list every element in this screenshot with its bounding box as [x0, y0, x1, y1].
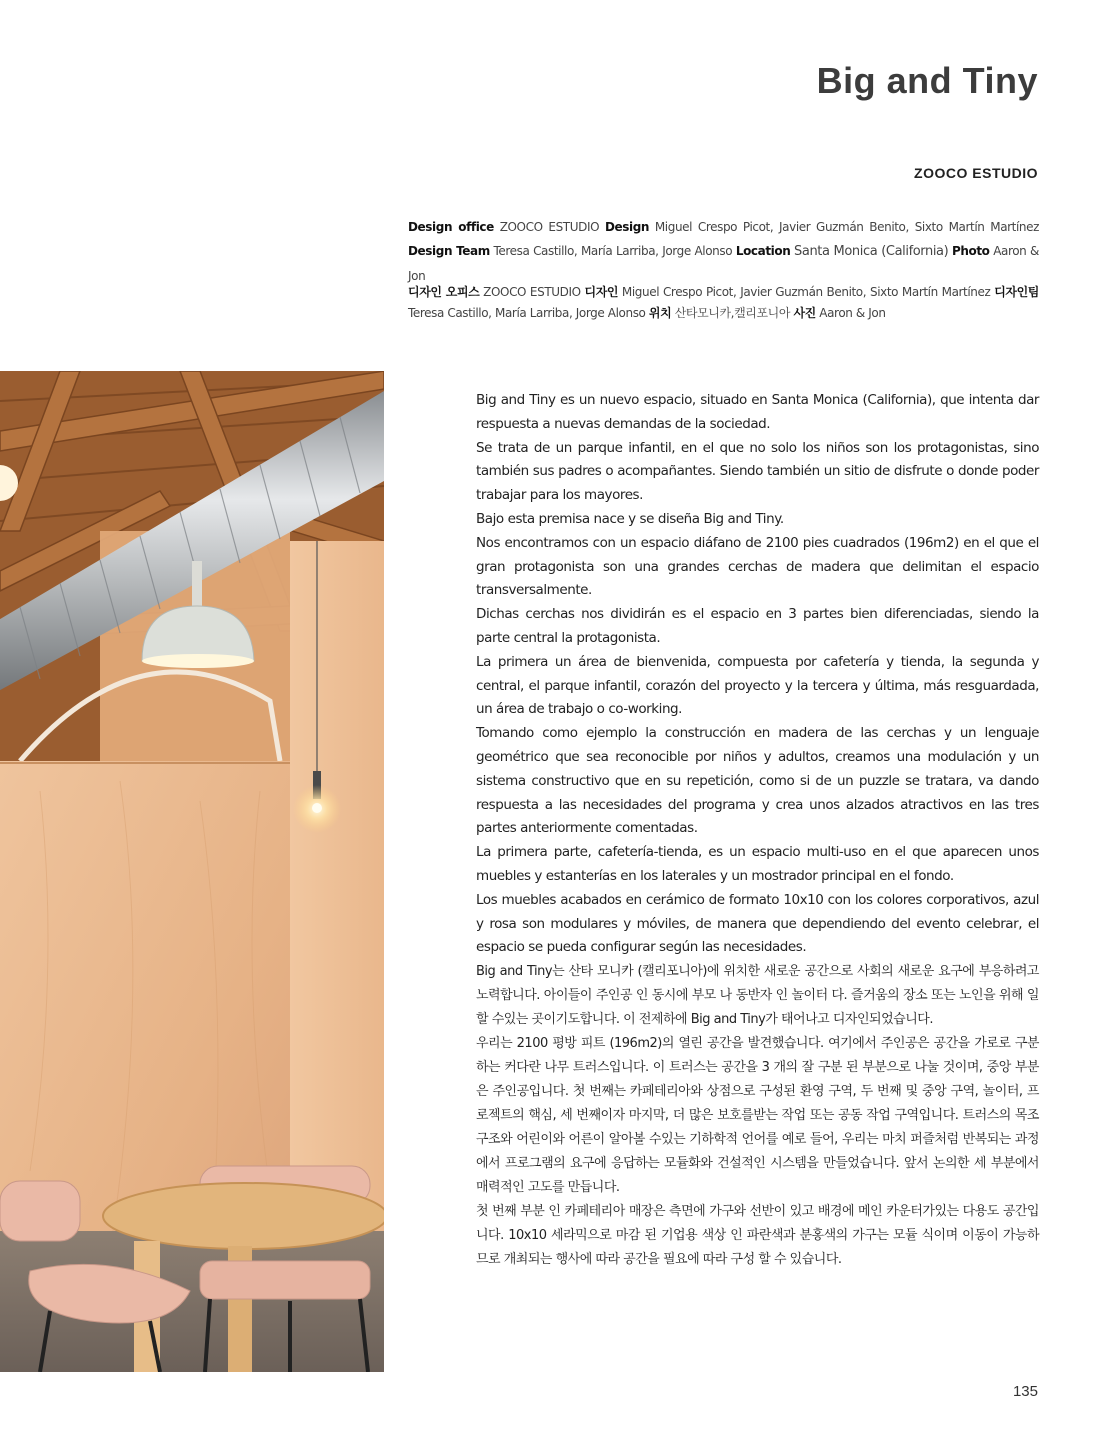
credit-label-design-team: Design Team: [408, 244, 490, 258]
page-number: 135: [1012, 1383, 1038, 1400]
paragraph: Se trata de un parque infantil, en el que no solo los niños son los protagonistas, sino también sus padres o acompañantes. Siendo también un sitio de disfrute o donde poder trabajar para los mayores.: [476, 439, 1039, 504]
paragraph: Dichas cerchas nos dividirán es el espacio en 3 partes bien diferenciadas, siendo la parte central la protagonista.: [476, 606, 1039, 646]
credit-ko-label-design-team: 디자인팀: [994, 285, 1039, 299]
paragraph: La primera parte, cafetería-tienda, es un espacio multi-uso en el que aparecen unos muebles y estanterías en los laterales y un mostrador principal en el fondo.: [476, 844, 1039, 884]
paragraph: La primera un área de bienvenida, compuesta por cafetería y tienda, la segunda y central, el parque infantil, corazón del proyecto y la tercera y última, más resguardada, un área de trabajo o co-working.: [476, 653, 1039, 718]
credit-ko-label-design: 디자인: [584, 285, 619, 299]
credit-ko-design-office: ZOOCO ESTUDIO: [483, 285, 581, 299]
credit-photo: Aaron & Jon: [408, 244, 1039, 283]
credit-ko-photo: Aaron & Jon: [819, 306, 886, 320]
credits-english: [408, 215, 1039, 288]
body-text-spanish: [476, 389, 1039, 960]
credit-label-design-office: Design office: [408, 220, 494, 234]
paragraph: Nos encontramos con un espacio diáfano de 2100 pies cuadrados (196m2) en el que el gran protagonista son una grandes cerchas de madera que delimitan el espacio transversalmente.: [476, 534, 1039, 599]
credit-ko-location: 산타모니카,캘리포니아: [674, 306, 791, 320]
office-name: ZOOCO ESTUDIO: [914, 165, 1038, 181]
credit-label-photo: Photo: [951, 244, 990, 258]
interior-photo: [0, 371, 384, 1372]
credit-label-design: Design: [604, 220, 650, 234]
paragraph: Big and Tiny es un nuevo espacio, situado en Santa Monica (California), que intenta dar respuesta a nuevas demandas de la sociedad.: [476, 392, 1039, 432]
body-text-korean: [476, 960, 1039, 1272]
credit-ko-design-team: Teresa Castillo, María Larriba, Jorge Alonso: [408, 306, 646, 320]
credit-design-team: Teresa Castillo, María Larriba, Jorge Alonso: [493, 244, 733, 258]
paragraph: Bajo esta premisa nace y se diseña Big and Tiny.: [476, 510, 784, 527]
paragraph: Los muebles acabados en cerámico de formato 10x10 con los colores corporativos, azul y rosa son modulares y móviles, de manera que dependiendo del evento celebrar, el espacio se pueda configurar según las necesidades.: [476, 891, 1039, 956]
paragraph: Tomando como ejemplo la construcción en madera de las cerchas y un lenguaje geométrico que sea reconocible por niños y adultos, creamos una modulación y un sistema constructivo que en su repetición, como si de un puzzle se tratara, va dando respuesta a las necesidades del programa y crea unos alzados atractivos en las tres partes anteriormente comentadas.: [476, 725, 1039, 837]
credit-ko-label-photo: 사진: [793, 306, 816, 320]
credit-location: Santa Monica (California): [794, 244, 949, 259]
credits-korean: [408, 282, 1039, 324]
paragraph-ko: 첫 번째 부분 인 카페테리아 매장은 측면에 가구와 선반이 있고 배경에 메인 카운터가있는 다용도 공간입니다. 10x10 세라믹으로 마감 된 기업용 색상 인 파란색과 분홍색의 가구는 모듈 식이며 이동이 가능하므로 개최되는 행사에 따라 공간을 필요에 따라 구성 할 수 있습니다.: [476, 1204, 1039, 1267]
credit-design-office: ZOOCO ESTUDIO: [499, 220, 600, 234]
credit-label-location: Location: [735, 244, 791, 258]
paragraph-ko: 우리는 2100 평방 피트 (196m2)의 열린 공간을 발견했습니다. 여기에서 주인공은 공간을 가로로 구분하는 커다란 나무 트러스입니다. 이 트러스는 공간을 3 개의 잘 구분 된 부분으로 나눌 것이며, 중앙 부분은 주인공입니다. 첫 번째는 카페테리아와 상점으로 구성된 환영 구역, 두 번째 및 중앙 구역, 놀이터, 프로젝트의 핵심, 세 번째이자 마지막, 더 많은 보호를받는 작업 또는 공동 작업 구역입니다. 트러스의 목조 구조와 어린이와 어른이 알아볼 수있는 기하학적 언어를 예로 들어, 우리는 마치 퍼즐처럼 반복되는 과정에서 프로그램의 요구에 응답하는 모듈화와 건설적인 시스템을 만들었습니다. 앞서 논의한 세 부분에서 매력적인 고도를 만듭니다.: [476, 1036, 1039, 1195]
table-top: [103, 1183, 384, 1249]
credit-ko-label-location: 위치: [648, 306, 672, 320]
credit-design: Miguel Crespo Picot, Javier Guzmán Benito, Sixto Martín Martínez: [654, 220, 1040, 234]
credit-ko-label-design-office: 디자인 오피스: [408, 285, 480, 299]
credit-ko-design: Miguel Crespo Picot, Javier Guzmán Benito, Sixto Martín Martínez: [621, 285, 991, 299]
article-title: Big and Tiny: [816, 60, 1038, 101]
paragraph-ko: Big and Tiny는 산타 모니카 (캘리포니아)에 위치한 새로운 공간으로 사회의 새로운 요구에 부응하려고 노력합니다. 아이들이 주인공 인 동시에 부모 나 동반자 인 놀이터 다. 즐거움의 장소 또는 노인을 위해 일할 수있는 곳이기도합니다. 이 전제하에 Big and Tiny가 태어나고 디자인되었습니다.: [476, 964, 1039, 1027]
